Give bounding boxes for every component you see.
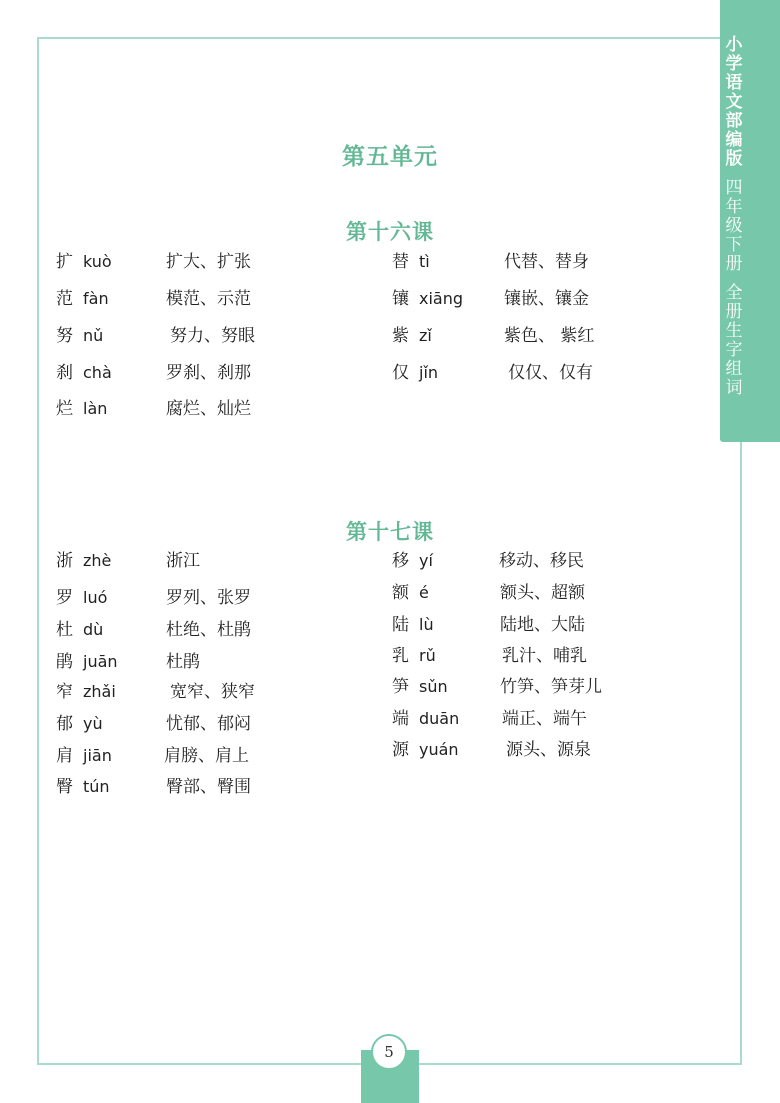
vocab-pinyin: dù xyxy=(83,620,104,639)
vocab-words: 扩大、扩张 xyxy=(166,252,251,272)
vocab-pinyin: rǔ xyxy=(419,646,436,665)
lesson-16-title: 第十六课 xyxy=(346,220,434,244)
vocab-char: 镶 xyxy=(392,289,409,309)
vocab-pinyin: lù xyxy=(419,615,434,634)
vocab-pinyin: yuán xyxy=(419,740,459,759)
vocab-char: 乳 xyxy=(392,646,409,666)
vocab-words: 紫色、 紫红 xyxy=(504,326,595,346)
vocab-words: 镶嵌、镶金 xyxy=(504,289,589,309)
side-label-char: 部 xyxy=(725,111,743,131)
vocab-char: 笋 xyxy=(392,677,409,697)
vocab-words: 肩膀、肩上 xyxy=(164,746,249,766)
vocab-pinyin: fàn xyxy=(83,289,109,308)
vocab-words: 罗列、张罗 xyxy=(166,588,251,608)
side-label-char: 下 xyxy=(725,235,743,255)
vocab-char: 范 xyxy=(56,289,73,309)
vocab-pinyin: yí xyxy=(419,551,433,570)
side-label-char: 编 xyxy=(725,130,743,150)
vocab-char: 烂 xyxy=(56,399,73,419)
vocab-pinyin: kuò xyxy=(83,252,112,271)
vocab-pinyin: zhǎi xyxy=(83,682,116,701)
side-label-char: 小 xyxy=(725,35,743,55)
vocab-pinyin: tì xyxy=(419,252,430,271)
vocab-pinyin: nǔ xyxy=(83,326,104,345)
vocab-words: 努力、努眼 xyxy=(170,326,255,346)
vocab-pinyin: zǐ xyxy=(419,326,432,345)
vocab-char: 端 xyxy=(392,709,409,729)
page-number: 5 xyxy=(371,1034,407,1070)
vocab-char: 罗 xyxy=(56,588,73,608)
vocab-words: 端正、端午 xyxy=(502,709,587,729)
vocab-words: 杜绝、杜鹃 xyxy=(166,620,251,640)
vocab-pinyin: tún xyxy=(83,777,110,796)
vocab-char: 杜 xyxy=(56,620,73,640)
vocab-words: 竹笋、笋芽儿 xyxy=(500,677,602,697)
vocab-pinyin: duān xyxy=(419,709,460,728)
vocab-char: 陆 xyxy=(392,615,409,635)
vocab-words: 罗刹、刹那 xyxy=(166,363,251,383)
vocab-char: 鹃 xyxy=(56,652,73,672)
vocab-words: 额头、超额 xyxy=(500,583,585,603)
vocab-words: 代替、替身 xyxy=(504,252,589,272)
side-label-char: 四 xyxy=(725,178,743,198)
vocab-words: 源头、源泉 xyxy=(506,740,591,760)
side-label-char: 册 xyxy=(725,302,743,322)
vocab-words: 浙江 xyxy=(166,551,200,571)
vocab-char: 臀 xyxy=(56,777,73,797)
vocab-words: 仅仅、仅有 xyxy=(508,363,593,383)
vocab-char: 额 xyxy=(392,583,409,603)
lesson-17-title: 第十七课 xyxy=(346,520,434,544)
unit-title: 第五单元 xyxy=(342,144,438,170)
vocab-pinyin: chà xyxy=(83,363,112,382)
vocab-char: 努 xyxy=(56,326,73,346)
vocab-words: 杜鹃 xyxy=(166,652,200,672)
vocab-char: 紫 xyxy=(392,326,409,346)
vocab-pinyin: zhè xyxy=(83,551,112,570)
vocab-pinyin: sǔn xyxy=(419,677,448,696)
side-label-char: 字 xyxy=(725,340,743,360)
vocab-char: 刹 xyxy=(56,363,73,383)
vocab-pinyin: làn xyxy=(83,399,108,418)
vocab-pinyin: luó xyxy=(83,588,108,607)
vocab-words: 宽窄、狭窄 xyxy=(170,682,255,702)
vocab-pinyin: xiāng xyxy=(419,289,464,308)
vocab-words: 模范、示范 xyxy=(166,289,251,309)
vocab-char: 扩 xyxy=(56,252,73,272)
vocab-char: 移 xyxy=(392,551,409,571)
vocab-char: 仅 xyxy=(392,363,409,383)
vocab-char: 源 xyxy=(392,740,409,760)
vocab-char: 肩 xyxy=(56,746,73,766)
vocab-char: 浙 xyxy=(56,551,73,571)
side-label-char: 年 xyxy=(725,197,743,217)
vocab-words: 陆地、大陆 xyxy=(500,615,585,635)
vocab-char: 窄 xyxy=(56,682,73,702)
vocab-char: 替 xyxy=(392,252,409,272)
vocab-words: 乳汁、哺乳 xyxy=(502,646,587,666)
vocab-words: 忧郁、郁闷 xyxy=(166,714,251,734)
side-label-char: 语 xyxy=(725,73,743,93)
vocab-pinyin: jiān xyxy=(83,746,112,765)
side-label-char: 生 xyxy=(725,321,743,341)
side-label-char: 文 xyxy=(725,92,743,112)
vocab-pinyin: juān xyxy=(83,652,118,671)
side-label-char: 版 xyxy=(725,149,743,169)
vocab-pinyin: é xyxy=(419,583,429,602)
side-label-char: 词 xyxy=(725,378,743,398)
vocab-char: 郁 xyxy=(56,714,73,734)
side-label-char: 级 xyxy=(725,216,743,236)
vocab-pinyin: yù xyxy=(83,714,103,733)
vocab-pinyin: jǐn xyxy=(419,363,439,382)
side-label-char: 册 xyxy=(725,254,743,274)
vocab-words: 臀部、臀围 xyxy=(166,777,251,797)
page-border xyxy=(37,37,742,1065)
side-label-char: 全 xyxy=(725,283,743,303)
side-label-char: 组 xyxy=(725,359,743,379)
vocab-words: 移动、移民 xyxy=(499,551,584,571)
vocab-words: 腐烂、灿烂 xyxy=(166,399,251,419)
side-label-char: 学 xyxy=(725,54,743,74)
